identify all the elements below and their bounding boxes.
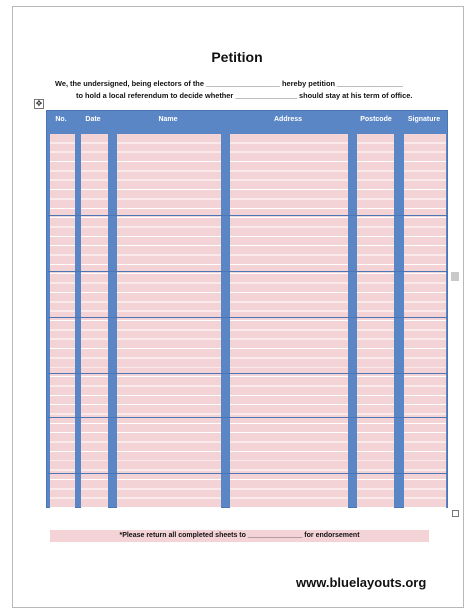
move-icon[interactable]: ✥ [35,99,43,108]
column-header-postcode: Postcode [360,116,392,123]
column-header-no: No. [55,116,67,123]
document-title: Petition [211,49,263,65]
row-group-divider [48,473,448,474]
row-group-divider [48,271,448,272]
scroll-marker [451,272,459,281]
signature-table [46,110,448,508]
column-header-signature: Signature [407,116,441,123]
petition-intro-line-1: We, the undersigned, being electors of the __________________ hereby petition ________________ [55,79,403,88]
return-instructions: *Please return all completed sheets to ______________ for endorsement [50,530,429,542]
column-postcode-cells[interactable] [357,134,394,508]
column-no-cells[interactable] [50,134,75,508]
column-header-date: Date [85,116,101,123]
column-address-cells[interactable] [230,134,348,508]
column-signature-cells[interactable] [404,134,446,508]
column-header-address: Address [273,116,302,123]
column-date-cells[interactable] [81,134,108,508]
row-group-divider [48,417,448,418]
column-header-name: Name [158,116,178,123]
row-group-divider [48,317,448,318]
petition-intro-line-2: to hold a local referendum to decide whether _______________ should stay at his term of office. [76,91,413,100]
website-url: www.bluelayouts.org [296,575,427,590]
resize-handle-icon[interactable] [452,510,459,517]
row-group-divider [48,373,448,374]
column-name-cells[interactable] [117,134,221,508]
row-group-divider [48,215,448,216]
